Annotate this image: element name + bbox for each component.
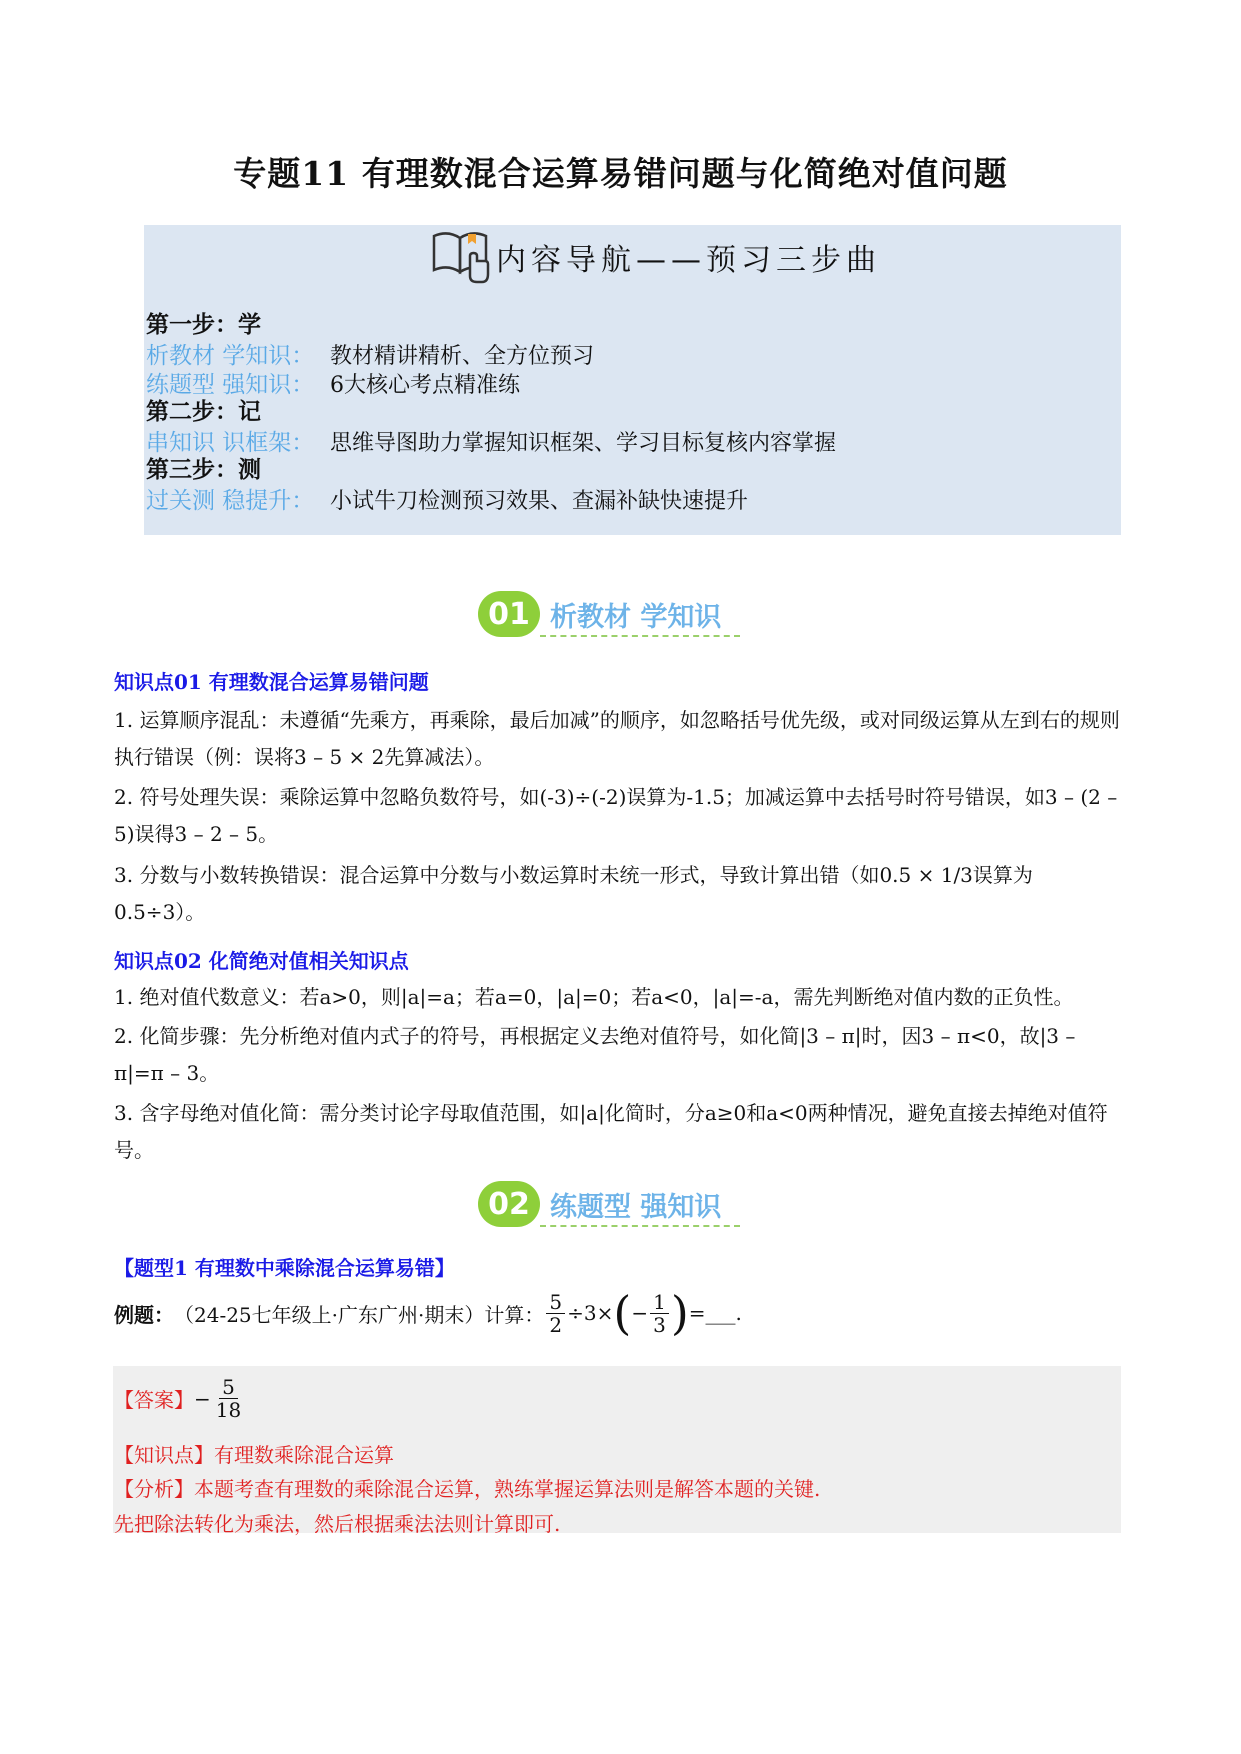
example-operators: ÷3× [567,1301,614,1325]
answer-line: 【答案】 − $\frac{5}{18}$ [114,1376,246,1421]
nav-row-4-label: 过关测 稳提升： [146,488,315,514]
book-pointer-icon [430,226,492,288]
example-text: （24-25七年级上·广东广州·期末）计算： [174,1302,545,1327]
knowledge-point-label: 【知识点】 [114,1443,214,1467]
nav-header-text: 内容导航——预习三步曲 [496,243,881,278]
kp1-paragraph-2: 2. 符号处理失误：乘除运算中忽略负数符号，如(-3)÷(-2)误算为-1.5；加减运算中去括号时符号错误，如3 – (2 – 5)误得3 – 2 – 5。 [114,785,1118,846]
analysis-text: 本题考查有理数的乘除混合运算，熟练掌握运算法则是解答本题的关键. [194,1477,821,1501]
knowledge-point-text: 有理数乘除混合运算 [214,1443,394,1467]
example-label: 例题： [114,1302,174,1327]
answer-label: 【答案】 [114,1388,194,1412]
nav-row-3-label: 串知识 识框架： [146,430,315,456]
kp2-paragraph-1: 1. 绝对值代数意义：若a>0，则|a|=a；若a=0，|a|=0；若a<0，|a|=-a，需先判断绝对值内数的正负性。 [114,985,1074,1009]
step-1-heading: 第一步：学 [146,311,261,338]
knowledge-point-01-heading: 知识点01 有理数混合运算易错问题 [114,670,429,694]
nav-row-4 [146,482,748,515]
section-02-number: 02 [478,1181,540,1227]
kp1-paragraph-3: 3. 分数与小数转换错误：混合运算中分数与小数运算时未统一形式，导致计算出错（如0.5 × 1/3误算为0.5÷3）。 [114,863,1033,924]
section-01-number: 01 [478,591,540,637]
nav-row-4-text: 小试牛刀检测预习效果、查漏补缺快速提升 [330,489,749,514]
nav-row-2-label: 练题型 强知识： [146,372,315,398]
section-01-badge [478,591,721,637]
example-tail: =___. [688,1301,742,1325]
nav-row-1-label: 析教材 学知识： [146,343,315,369]
nav-header [430,226,881,288]
analysis-label: 【分析】 [114,1477,194,1501]
nav-row-3-text: 思维导图助力掌握知识框架、学习目标复核内容掌握 [330,431,837,456]
kp1-paragraph-1: 1. 运算顺序混乱：未遵循“先乘方，再乘除，最后加减”的顺序，如忽略括号优先级，或对同级运算从左到右的规则执行错误（例：误将3 – 5 × 2先算减法）。 [114,708,1120,769]
section-01-title: 析教材 学知识 [550,601,722,633]
analysis-text-2: 先把除法转化为乘法，然后根据乘法法则计算即可. [114,1512,561,1536]
section-02-title: 练题型 强知识 [550,1191,722,1223]
section-01-underline [540,635,740,637]
kp2-paragraph-3: 3. 含字母绝对值化简：需分类讨论字母取值范围，如|a|化简时，分a≥0和a<0两种情况，避免直接去掉绝对值符号。 [114,1101,1108,1162]
step-2-heading: 第二步：记 [146,398,261,425]
fraction-5-2: $\frac{5}{2}$ [546,1291,565,1336]
step-3-heading: 第三步：测 [146,456,261,483]
nav-row-2-text: 6大核心考点精准练 [330,373,520,398]
example-question: 例题： （24-25七年级上·广东广州·期末）计算： $\frac{5}{2}$ ÷3× ( − $\frac{1}{3}$ ) =___. [114,1286,742,1340]
page-title: 专题11 有理数混合运算易错问题与化简绝对值问题 [233,154,1008,193]
section-02-badge [478,1181,721,1227]
kp2-paragraph-2: 2. 化简步骤：先分析绝对值内式子的符号，再根据定义去绝对值符号，如化简|3 – π|时，因3 – π<0，故|3 – π|=π – 3。 [114,1024,1076,1085]
fraction-1-3: $\frac{1}{3}$ [650,1291,669,1336]
answer-analysis [114,1473,820,1502]
nav-row-1-text: 教材精讲精析、全方位预习 [330,344,595,369]
answer-fraction: $\frac{5}{18}$ [215,1375,242,1422]
section-02-underline [540,1225,740,1227]
knowledge-point-02-heading: 知识点02 化简绝对值相关知识点 [114,949,409,973]
answer-knowledge-point [114,1439,394,1468]
question-type-1-heading: 【题型1 有理数中乘除混合运算易错】 [114,1256,455,1280]
